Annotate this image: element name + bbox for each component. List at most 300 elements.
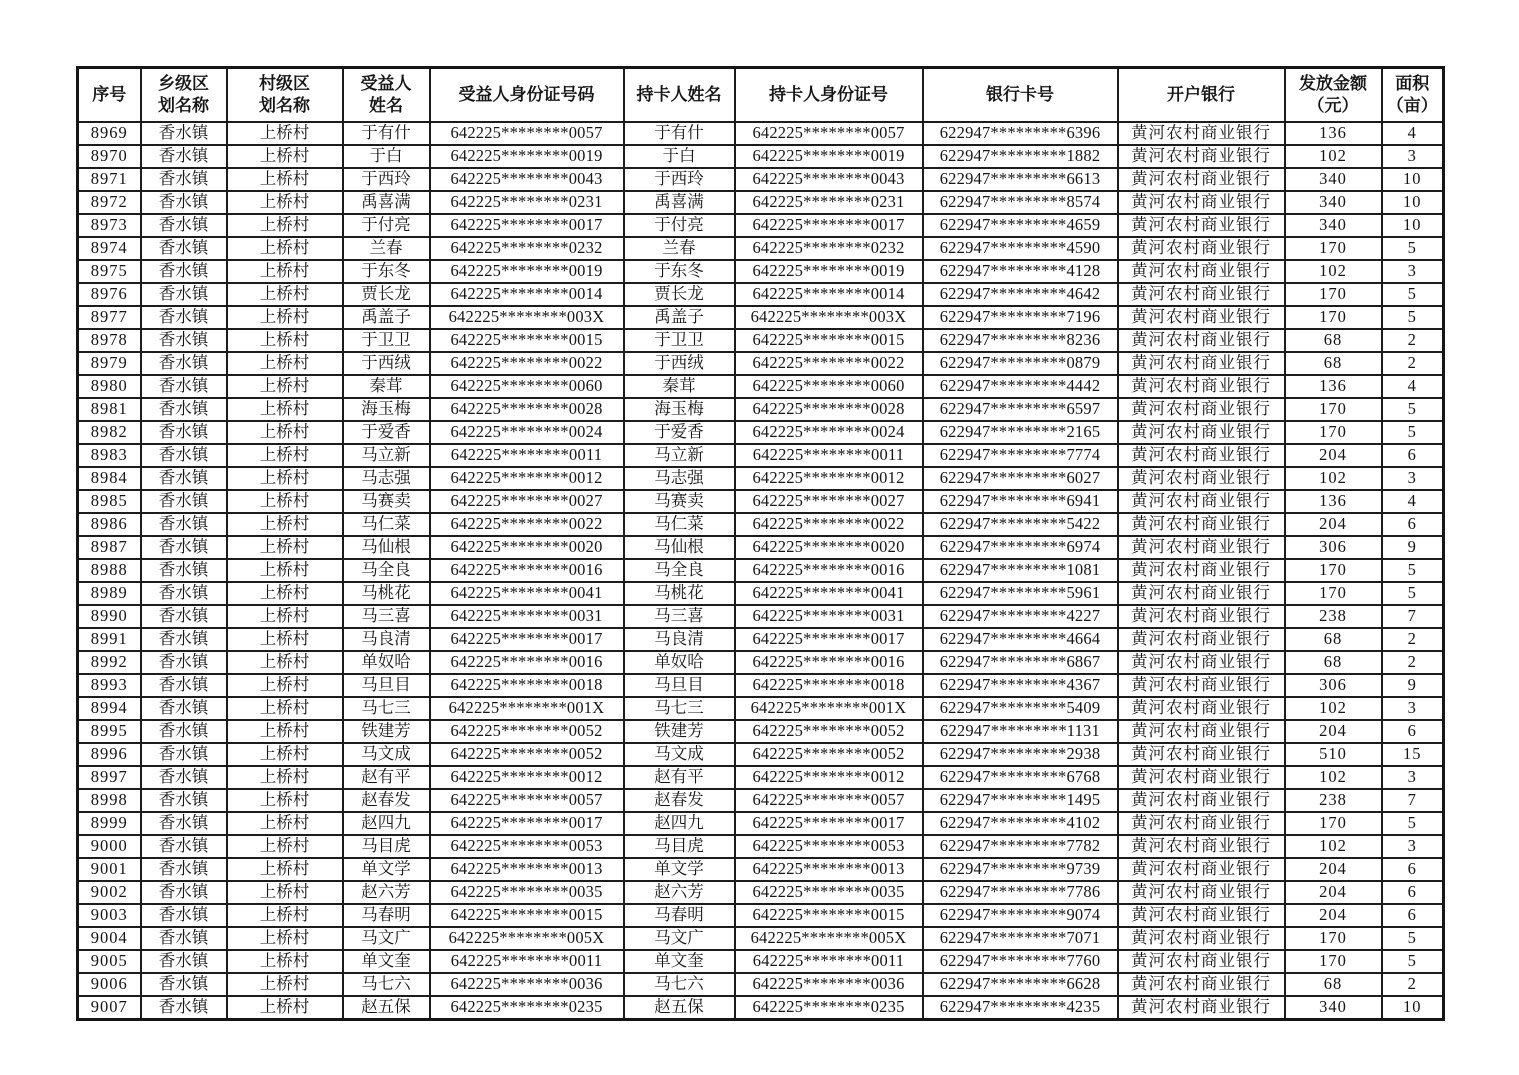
cell-cname: 赵六芳 bbox=[624, 881, 735, 904]
table-row bbox=[78, 881, 1444, 904]
cell-bid: 642225********0043 bbox=[430, 168, 624, 191]
cell-cid: 642225********0016 bbox=[735, 559, 923, 582]
cell-bid: 642225********0057 bbox=[430, 789, 624, 812]
table-row bbox=[78, 191, 1444, 214]
cell-seq: 8990 bbox=[78, 605, 141, 628]
cell-card: 622947*********7774 bbox=[923, 444, 1118, 467]
cell-bid: 642225********0016 bbox=[430, 651, 624, 674]
cell-area: 10 bbox=[1382, 191, 1444, 214]
table-row bbox=[78, 306, 1444, 329]
table-row bbox=[78, 927, 1444, 950]
table-row bbox=[78, 467, 1444, 490]
cell-bid: 642225********0235 bbox=[430, 996, 624, 1020]
cell-amt: 136 bbox=[1285, 490, 1382, 513]
cell-area: 2 bbox=[1382, 973, 1444, 996]
cell-town: 香水镇 bbox=[141, 605, 227, 628]
cell-cname: 于白 bbox=[624, 145, 735, 168]
cell-bid: 642225********0018 bbox=[430, 674, 624, 697]
cell-bid: 642225********0019 bbox=[430, 260, 624, 283]
cell-town: 香水镇 bbox=[141, 881, 227, 904]
cell-amt: 170 bbox=[1285, 812, 1382, 835]
cell-vill: 上桥村 bbox=[227, 904, 343, 927]
cell-town: 香水镇 bbox=[141, 996, 227, 1020]
cell-bank: 黄河农村商业银行 bbox=[1118, 950, 1285, 973]
cell-cname: 赵有平 bbox=[624, 766, 735, 789]
cell-seq: 8994 bbox=[78, 697, 141, 720]
cell-area: 9 bbox=[1382, 536, 1444, 559]
cell-cname: 马立新 bbox=[624, 444, 735, 467]
cell-bank: 黄河农村商业银行 bbox=[1118, 835, 1285, 858]
cell-cname: 于有什 bbox=[624, 122, 735, 145]
cell-bid: 642225********0012 bbox=[430, 467, 624, 490]
cell-vill: 上桥村 bbox=[227, 766, 343, 789]
cell-vill: 上桥村 bbox=[227, 743, 343, 766]
cell-amt: 170 bbox=[1285, 582, 1382, 605]
cell-seq: 8991 bbox=[78, 628, 141, 651]
cell-area: 7 bbox=[1382, 605, 1444, 628]
cell-cname: 马赛卖 bbox=[624, 490, 735, 513]
cell-cid: 642225********005X bbox=[735, 927, 923, 950]
cell-bank: 黄河农村商业银行 bbox=[1118, 881, 1285, 904]
table-row bbox=[78, 720, 1444, 743]
col-header-name: 受益人 姓名 bbox=[343, 68, 430, 123]
cell-town: 香水镇 bbox=[141, 329, 227, 352]
cell-area: 6 bbox=[1382, 444, 1444, 467]
cell-card: 622947*********4235 bbox=[923, 996, 1118, 1020]
table-row bbox=[78, 651, 1444, 674]
cell-bank: 黄河农村商业银行 bbox=[1118, 628, 1285, 651]
cell-amt: 170 bbox=[1285, 398, 1382, 421]
cell-area: 5 bbox=[1382, 306, 1444, 329]
cell-bid: 642225********005X bbox=[430, 927, 624, 950]
cell-town: 香水镇 bbox=[141, 697, 227, 720]
cell-town: 香水镇 bbox=[141, 766, 227, 789]
cell-vill: 上桥村 bbox=[227, 720, 343, 743]
cell-cname: 马志强 bbox=[624, 467, 735, 490]
table-row bbox=[78, 996, 1444, 1020]
cell-seq: 8984 bbox=[78, 467, 141, 490]
cell-bid: 642225********0035 bbox=[430, 881, 624, 904]
cell-cname: 马文广 bbox=[624, 927, 735, 950]
cell-name: 马七六 bbox=[343, 973, 430, 996]
cell-area: 5 bbox=[1382, 559, 1444, 582]
cell-town: 香水镇 bbox=[141, 145, 227, 168]
cell-name: 于有什 bbox=[343, 122, 430, 145]
cell-area: 4 bbox=[1382, 375, 1444, 398]
cell-bank: 黄河农村商业银行 bbox=[1118, 237, 1285, 260]
table-row bbox=[78, 283, 1444, 306]
col-header-cid: 持卡人身份证号 bbox=[735, 68, 923, 123]
table-row bbox=[78, 697, 1444, 720]
table-header-row bbox=[78, 68, 1444, 123]
cell-amt: 204 bbox=[1285, 444, 1382, 467]
cell-bid: 642225********0036 bbox=[430, 973, 624, 996]
cell-bank: 黄河农村商业银行 bbox=[1118, 789, 1285, 812]
cell-area: 4 bbox=[1382, 122, 1444, 145]
cell-card: 622947*********4642 bbox=[923, 283, 1118, 306]
cell-bid: 642225********0028 bbox=[430, 398, 624, 421]
cell-cname: 海玉梅 bbox=[624, 398, 735, 421]
cell-cname: 单文学 bbox=[624, 858, 735, 881]
cell-name: 单文学 bbox=[343, 858, 430, 881]
cell-name: 秦茸 bbox=[343, 375, 430, 398]
cell-vill: 上桥村 bbox=[227, 168, 343, 191]
cell-bank: 黄河农村商业银行 bbox=[1118, 536, 1285, 559]
cell-seq: 8974 bbox=[78, 237, 141, 260]
cell-card: 622947*********9074 bbox=[923, 904, 1118, 927]
cell-vill: 上桥村 bbox=[227, 145, 343, 168]
cell-bank: 黄河农村商业银行 bbox=[1118, 927, 1285, 950]
cell-cid: 642225********0035 bbox=[735, 881, 923, 904]
cell-amt: 68 bbox=[1285, 352, 1382, 375]
cell-cname: 赵五保 bbox=[624, 996, 735, 1020]
cell-bid: 642225********0060 bbox=[430, 375, 624, 398]
cell-vill: 上桥村 bbox=[227, 697, 343, 720]
cell-amt: 170 bbox=[1285, 559, 1382, 582]
cell-card: 622947*********5409 bbox=[923, 697, 1118, 720]
cell-town: 香水镇 bbox=[141, 651, 227, 674]
cell-seq: 8975 bbox=[78, 260, 141, 283]
cell-bid: 642225********0017 bbox=[430, 812, 624, 835]
cell-area: 3 bbox=[1382, 467, 1444, 490]
cell-vill: 上桥村 bbox=[227, 812, 343, 835]
cell-name: 马旦目 bbox=[343, 674, 430, 697]
cell-vill: 上桥村 bbox=[227, 789, 343, 812]
cell-bank: 黄河农村商业银行 bbox=[1118, 122, 1285, 145]
cell-name: 于西玲 bbox=[343, 168, 430, 191]
cell-cid: 642225********0027 bbox=[735, 490, 923, 513]
cell-amt: 102 bbox=[1285, 145, 1382, 168]
cell-vill: 上桥村 bbox=[227, 260, 343, 283]
cell-amt: 204 bbox=[1285, 720, 1382, 743]
cell-town: 香水镇 bbox=[141, 559, 227, 582]
cell-cname: 禹盖子 bbox=[624, 306, 735, 329]
cell-bank: 黄河农村商业银行 bbox=[1118, 697, 1285, 720]
cell-bank: 黄河农村商业银行 bbox=[1118, 145, 1285, 168]
cell-card: 622947*********1882 bbox=[923, 145, 1118, 168]
cell-vill: 上桥村 bbox=[227, 835, 343, 858]
cell-area: 5 bbox=[1382, 421, 1444, 444]
cell-bid: 642225********001X bbox=[430, 697, 624, 720]
cell-card: 622947*********6396 bbox=[923, 122, 1118, 145]
cell-amt: 170 bbox=[1285, 421, 1382, 444]
cell-area: 5 bbox=[1382, 237, 1444, 260]
cell-vill: 上桥村 bbox=[227, 651, 343, 674]
cell-town: 香水镇 bbox=[141, 237, 227, 260]
cell-amt: 340 bbox=[1285, 191, 1382, 214]
cell-cname: 于卫卫 bbox=[624, 329, 735, 352]
cell-area: 5 bbox=[1382, 812, 1444, 835]
cell-cid: 642225********0015 bbox=[735, 904, 923, 927]
cell-bid: 642225********0031 bbox=[430, 605, 624, 628]
cell-seq: 8982 bbox=[78, 421, 141, 444]
cell-name: 海玉梅 bbox=[343, 398, 430, 421]
cell-cid: 642225********0011 bbox=[735, 444, 923, 467]
cell-card: 622947*********5961 bbox=[923, 582, 1118, 605]
cell-cname: 单文奎 bbox=[624, 950, 735, 973]
cell-bid: 642225********0052 bbox=[430, 743, 624, 766]
cell-cname: 马桃花 bbox=[624, 582, 735, 605]
cell-area: 6 bbox=[1382, 904, 1444, 927]
cell-card: 622947*********1495 bbox=[923, 789, 1118, 812]
cell-bid: 642225********0011 bbox=[430, 950, 624, 973]
cell-amt: 340 bbox=[1285, 168, 1382, 191]
cell-name: 赵春发 bbox=[343, 789, 430, 812]
cell-card: 622947*********6941 bbox=[923, 490, 1118, 513]
cell-name: 于东冬 bbox=[343, 260, 430, 283]
cell-bank: 黄河农村商业银行 bbox=[1118, 398, 1285, 421]
cell-name: 铁建芳 bbox=[343, 720, 430, 743]
cell-area: 4 bbox=[1382, 490, 1444, 513]
cell-amt: 68 bbox=[1285, 973, 1382, 996]
cell-cid: 642225********003X bbox=[735, 306, 923, 329]
cell-amt: 204 bbox=[1285, 904, 1382, 927]
cell-bank: 黄河农村商业银行 bbox=[1118, 812, 1285, 835]
cell-bid: 642225********0015 bbox=[430, 904, 624, 927]
cell-cname: 贾长龙 bbox=[624, 283, 735, 306]
cell-area: 5 bbox=[1382, 927, 1444, 950]
cell-bank: 黄河农村商业银行 bbox=[1118, 444, 1285, 467]
cell-card: 622947*********6597 bbox=[923, 398, 1118, 421]
cell-cid: 642225********0017 bbox=[735, 214, 923, 237]
cell-amt: 170 bbox=[1285, 306, 1382, 329]
cell-cname: 于西绒 bbox=[624, 352, 735, 375]
cell-card: 622947*********6974 bbox=[923, 536, 1118, 559]
cell-cname: 马三喜 bbox=[624, 605, 735, 628]
cell-bank: 黄河农村商业银行 bbox=[1118, 467, 1285, 490]
cell-seq: 8971 bbox=[78, 168, 141, 191]
table-row bbox=[78, 260, 1444, 283]
cell-town: 香水镇 bbox=[141, 122, 227, 145]
cell-seq: 8981 bbox=[78, 398, 141, 421]
table-row bbox=[78, 743, 1444, 766]
cell-amt: 68 bbox=[1285, 628, 1382, 651]
cell-vill: 上桥村 bbox=[227, 375, 343, 398]
cell-seq: 9003 bbox=[78, 904, 141, 927]
cell-area: 3 bbox=[1382, 145, 1444, 168]
cell-town: 香水镇 bbox=[141, 904, 227, 927]
cell-cid: 642225********0057 bbox=[735, 122, 923, 145]
cell-name: 马全良 bbox=[343, 559, 430, 582]
cell-cname: 单奴哈 bbox=[624, 651, 735, 674]
cell-cname: 于付亮 bbox=[624, 214, 735, 237]
cell-town: 香水镇 bbox=[141, 720, 227, 743]
cell-name: 禹盖子 bbox=[343, 306, 430, 329]
cell-card: 622947*********4367 bbox=[923, 674, 1118, 697]
cell-amt: 102 bbox=[1285, 835, 1382, 858]
cell-area: 6 bbox=[1382, 881, 1444, 904]
cell-vill: 上桥村 bbox=[227, 536, 343, 559]
cell-vill: 上桥村 bbox=[227, 329, 343, 352]
cell-card: 622947*********4664 bbox=[923, 628, 1118, 651]
cell-bank: 黄河农村商业银行 bbox=[1118, 352, 1285, 375]
cell-seq: 8986 bbox=[78, 513, 141, 536]
cell-card: 622947*********6867 bbox=[923, 651, 1118, 674]
cell-cid: 642225********001X bbox=[735, 697, 923, 720]
cell-bank: 黄河农村商业银行 bbox=[1118, 605, 1285, 628]
cell-cid: 642225********0016 bbox=[735, 651, 923, 674]
col-header-town: 乡级区 划名称 bbox=[141, 68, 227, 123]
table-row bbox=[78, 237, 1444, 260]
cell-bid: 642225********0019 bbox=[430, 145, 624, 168]
cell-area: 2 bbox=[1382, 628, 1444, 651]
cell-amt: 102 bbox=[1285, 766, 1382, 789]
cell-vill: 上桥村 bbox=[227, 490, 343, 513]
col-header-seq: 序号 bbox=[78, 68, 141, 123]
cell-name: 马立新 bbox=[343, 444, 430, 467]
cell-bid: 642225********0057 bbox=[430, 122, 624, 145]
cell-area: 10 bbox=[1382, 168, 1444, 191]
cell-cid: 642225********0014 bbox=[735, 283, 923, 306]
cell-vill: 上桥村 bbox=[227, 513, 343, 536]
cell-cname: 马旦目 bbox=[624, 674, 735, 697]
cell-town: 香水镇 bbox=[141, 743, 227, 766]
cell-seq: 9005 bbox=[78, 950, 141, 973]
cell-seq: 8970 bbox=[78, 145, 141, 168]
cell-card: 622947*********7760 bbox=[923, 950, 1118, 973]
table-row bbox=[78, 858, 1444, 881]
cell-area: 10 bbox=[1382, 214, 1444, 237]
table-row bbox=[78, 352, 1444, 375]
cell-amt: 204 bbox=[1285, 858, 1382, 881]
cell-card: 622947*********4128 bbox=[923, 260, 1118, 283]
cell-vill: 上桥村 bbox=[227, 191, 343, 214]
cell-town: 香水镇 bbox=[141, 168, 227, 191]
col-header-bank: 开户银行 bbox=[1118, 68, 1285, 123]
table-row bbox=[78, 536, 1444, 559]
cell-vill: 上桥村 bbox=[227, 950, 343, 973]
cell-name: 马仙根 bbox=[343, 536, 430, 559]
cell-seq: 8976 bbox=[78, 283, 141, 306]
cell-cname: 于东冬 bbox=[624, 260, 735, 283]
cell-card: 622947*********1131 bbox=[923, 720, 1118, 743]
cell-name: 于白 bbox=[343, 145, 430, 168]
cell-bank: 黄河农村商业银行 bbox=[1118, 582, 1285, 605]
table-row bbox=[78, 582, 1444, 605]
cell-vill: 上桥村 bbox=[227, 421, 343, 444]
table-row bbox=[78, 973, 1444, 996]
cell-name: 禹喜满 bbox=[343, 191, 430, 214]
cell-bid: 642225********0041 bbox=[430, 582, 624, 605]
cell-town: 香水镇 bbox=[141, 352, 227, 375]
cell-amt: 102 bbox=[1285, 260, 1382, 283]
cell-vill: 上桥村 bbox=[227, 858, 343, 881]
cell-area: 3 bbox=[1382, 260, 1444, 283]
cell-seq: 8989 bbox=[78, 582, 141, 605]
table-row bbox=[78, 444, 1444, 467]
cell-name: 赵五保 bbox=[343, 996, 430, 1020]
cell-area: 2 bbox=[1382, 329, 1444, 352]
table-row bbox=[78, 674, 1444, 697]
cell-bank: 黄河农村商业银行 bbox=[1118, 559, 1285, 582]
cell-cid: 642225********0017 bbox=[735, 812, 923, 835]
cell-vill: 上桥村 bbox=[227, 444, 343, 467]
cell-name: 赵有平 bbox=[343, 766, 430, 789]
cell-seq: 8998 bbox=[78, 789, 141, 812]
cell-name: 赵四九 bbox=[343, 812, 430, 835]
cell-seq: 8993 bbox=[78, 674, 141, 697]
cell-area: 5 bbox=[1382, 950, 1444, 973]
cell-vill: 上桥村 bbox=[227, 352, 343, 375]
cell-seq: 8995 bbox=[78, 720, 141, 743]
cell-cid: 642225********0013 bbox=[735, 858, 923, 881]
cell-cname: 马春明 bbox=[624, 904, 735, 927]
table-row bbox=[78, 628, 1444, 651]
cell-town: 香水镇 bbox=[141, 444, 227, 467]
cell-cid: 642225********0052 bbox=[735, 743, 923, 766]
cell-bank: 黄河农村商业银行 bbox=[1118, 490, 1285, 513]
table-row bbox=[78, 490, 1444, 513]
cell-cid: 642225********0022 bbox=[735, 352, 923, 375]
table-row bbox=[78, 168, 1444, 191]
cell-name: 马仁菜 bbox=[343, 513, 430, 536]
cell-bid: 642225********0022 bbox=[430, 352, 624, 375]
cell-name: 马三喜 bbox=[343, 605, 430, 628]
cell-name: 马文成 bbox=[343, 743, 430, 766]
cell-town: 香水镇 bbox=[141, 927, 227, 950]
cell-vill: 上桥村 bbox=[227, 881, 343, 904]
cell-card: 622947*********6628 bbox=[923, 973, 1118, 996]
cell-area: 3 bbox=[1382, 766, 1444, 789]
cell-cname: 于爱香 bbox=[624, 421, 735, 444]
cell-cid: 642225********0020 bbox=[735, 536, 923, 559]
cell-town: 香水镇 bbox=[141, 421, 227, 444]
cell-vill: 上桥村 bbox=[227, 605, 343, 628]
cell-vill: 上桥村 bbox=[227, 973, 343, 996]
cell-seq: 8999 bbox=[78, 812, 141, 835]
table-row bbox=[78, 122, 1444, 145]
cell-card: 622947*********4227 bbox=[923, 605, 1118, 628]
cell-bank: 黄河农村商业银行 bbox=[1118, 421, 1285, 444]
cell-bank: 黄河农村商业银行 bbox=[1118, 306, 1285, 329]
cell-cid: 642225********0231 bbox=[735, 191, 923, 214]
table-row bbox=[78, 835, 1444, 858]
cell-bank: 黄河农村商业银行 bbox=[1118, 720, 1285, 743]
cell-cid: 642225********0043 bbox=[735, 168, 923, 191]
table-row bbox=[78, 375, 1444, 398]
cell-town: 香水镇 bbox=[141, 582, 227, 605]
col-header-amt: 发放金额 （元） bbox=[1285, 68, 1382, 123]
cell-area: 7 bbox=[1382, 789, 1444, 812]
cell-cname: 兰春 bbox=[624, 237, 735, 260]
cell-name: 马春明 bbox=[343, 904, 430, 927]
cell-seq: 8977 bbox=[78, 306, 141, 329]
cell-cname: 赵春发 bbox=[624, 789, 735, 812]
cell-card: 622947*********4590 bbox=[923, 237, 1118, 260]
cell-bank: 黄河农村商业银行 bbox=[1118, 260, 1285, 283]
table-row bbox=[78, 329, 1444, 352]
cell-card: 622947*********1081 bbox=[923, 559, 1118, 582]
cell-cname: 马仁菜 bbox=[624, 513, 735, 536]
cell-cid: 642225********0011 bbox=[735, 950, 923, 973]
cell-amt: 68 bbox=[1285, 329, 1382, 352]
cell-amt: 204 bbox=[1285, 881, 1382, 904]
cell-area: 6 bbox=[1382, 513, 1444, 536]
cell-cid: 642225********0031 bbox=[735, 605, 923, 628]
table-row bbox=[78, 513, 1444, 536]
cell-area: 6 bbox=[1382, 858, 1444, 881]
cell-card: 622947*********0879 bbox=[923, 352, 1118, 375]
cell-bid: 642225********0022 bbox=[430, 513, 624, 536]
cell-seq: 8979 bbox=[78, 352, 141, 375]
table-row bbox=[78, 559, 1444, 582]
cell-town: 香水镇 bbox=[141, 628, 227, 651]
cell-amt: 170 bbox=[1285, 283, 1382, 306]
cell-bank: 黄河农村商业银行 bbox=[1118, 674, 1285, 697]
table-row bbox=[78, 950, 1444, 973]
cell-bid: 642225********0024 bbox=[430, 421, 624, 444]
cell-area: 5 bbox=[1382, 582, 1444, 605]
